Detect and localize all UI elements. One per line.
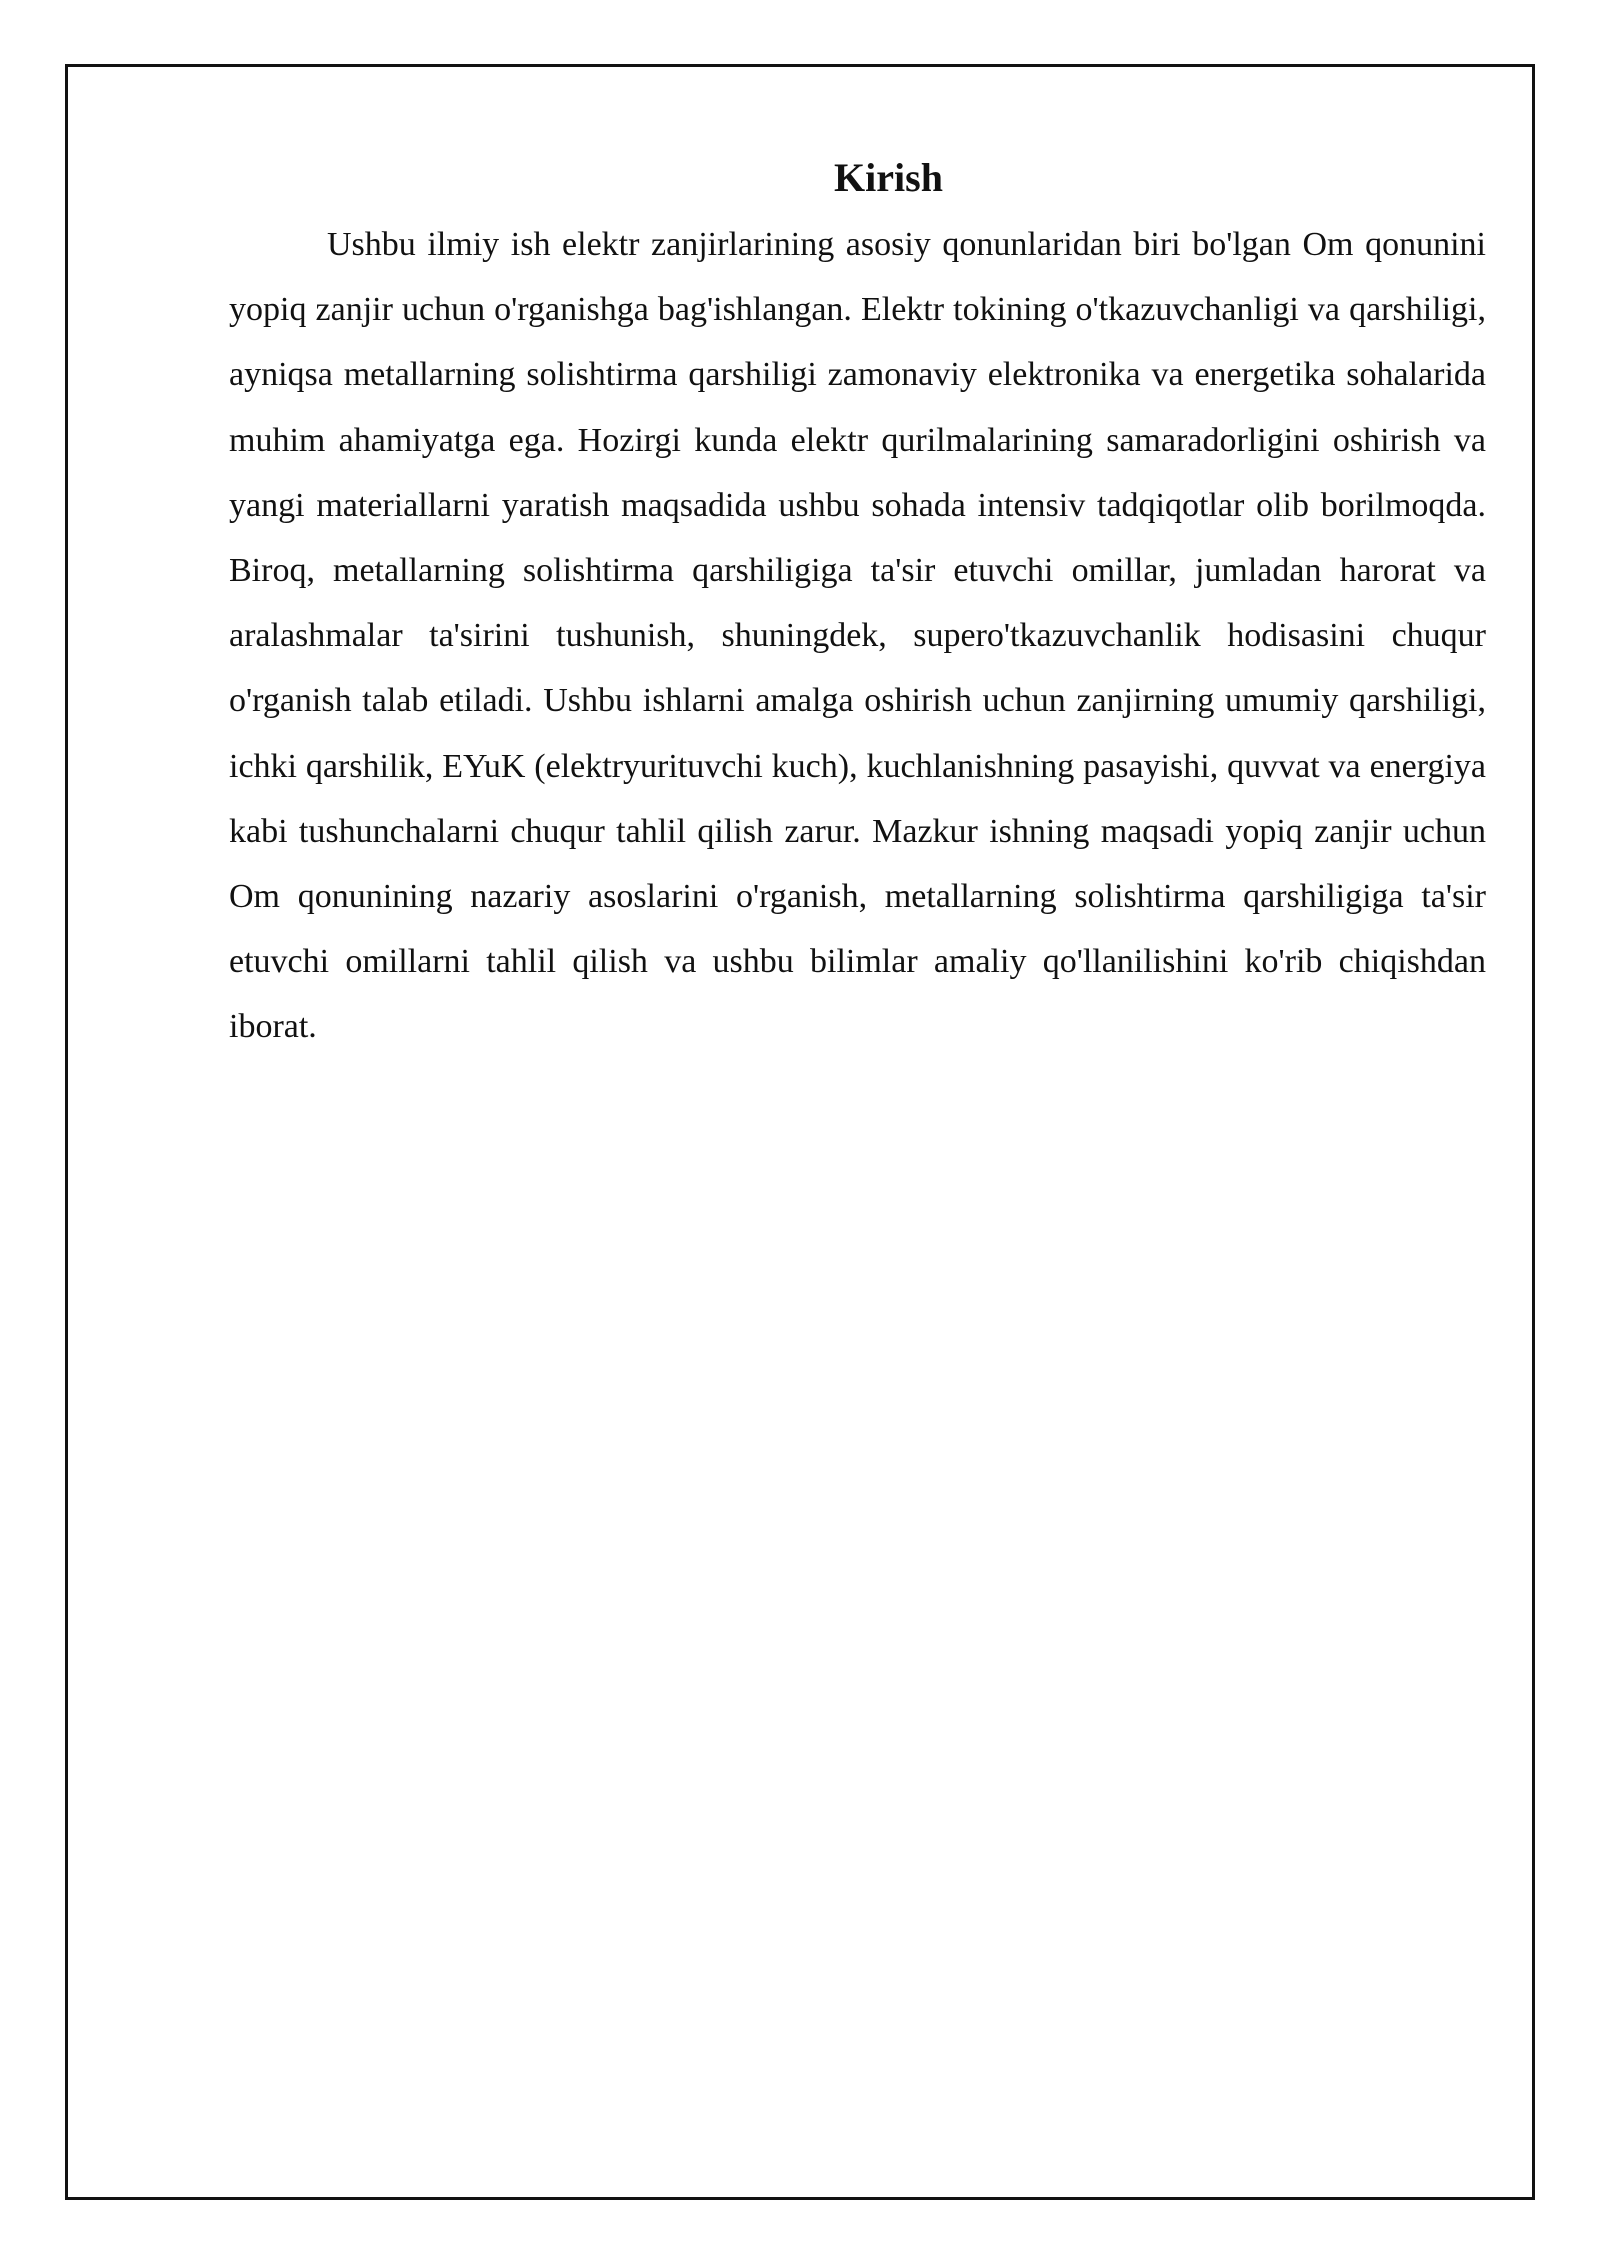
introduction-paragraph: Ushbu ilmiy ish elektr zanjirlarining asosiy qonunlaridan biri bo'lgan Om qonunini yopiq zanjir uchun o'rganishga bag'ishlangan. Elektr tokining o'tkazuvchanligi va qarshiligi, ayniqsa metallarning solishtirma qarshiligi zamonaviy elektronika va energetika sohalarida muhim ahamiyatga ega. Hozirgi kunda elektr qurilmalarining samaradorligini oshirish va yangi materiallarni yaratish maqsadida ushbu sohada intensiv tadqiqotlar olib borilmoqda. Biroq, metallarning solishtirma qarshiligiga ta'sir etuvchi omillar, jumladan harorat va aralashmalar ta'sirini tushunish, shuningdek, supero'tkazuvchanlik hodisasini chuqur o'rganish talab etiladi. Ushbu ishlarni amalga oshirish uchun zanjirning umumiy qarshiligi, ichki qarshilik, EYuK (elektryurituvchi kuch), kuchlanishning pasayishi, quvvat va energiya kabi tushunchalarni chuqur tahlil qilish zarur. Mazkur ishning maqsadi yopiq zanjir uchun Om qonunining nazariy asoslarini o'rganish, metallarning solishtirma qarshiligiga ta'sir etuvchi omillarni tahlil qilish va ushbu bilimlar amaliy qo'llanilishini ko'rib chiqishdan iborat. (229, 226, 1486, 1046)
document-content (229, 148, 1486, 1060)
section-heading: Kirish (834, 155, 943, 200)
